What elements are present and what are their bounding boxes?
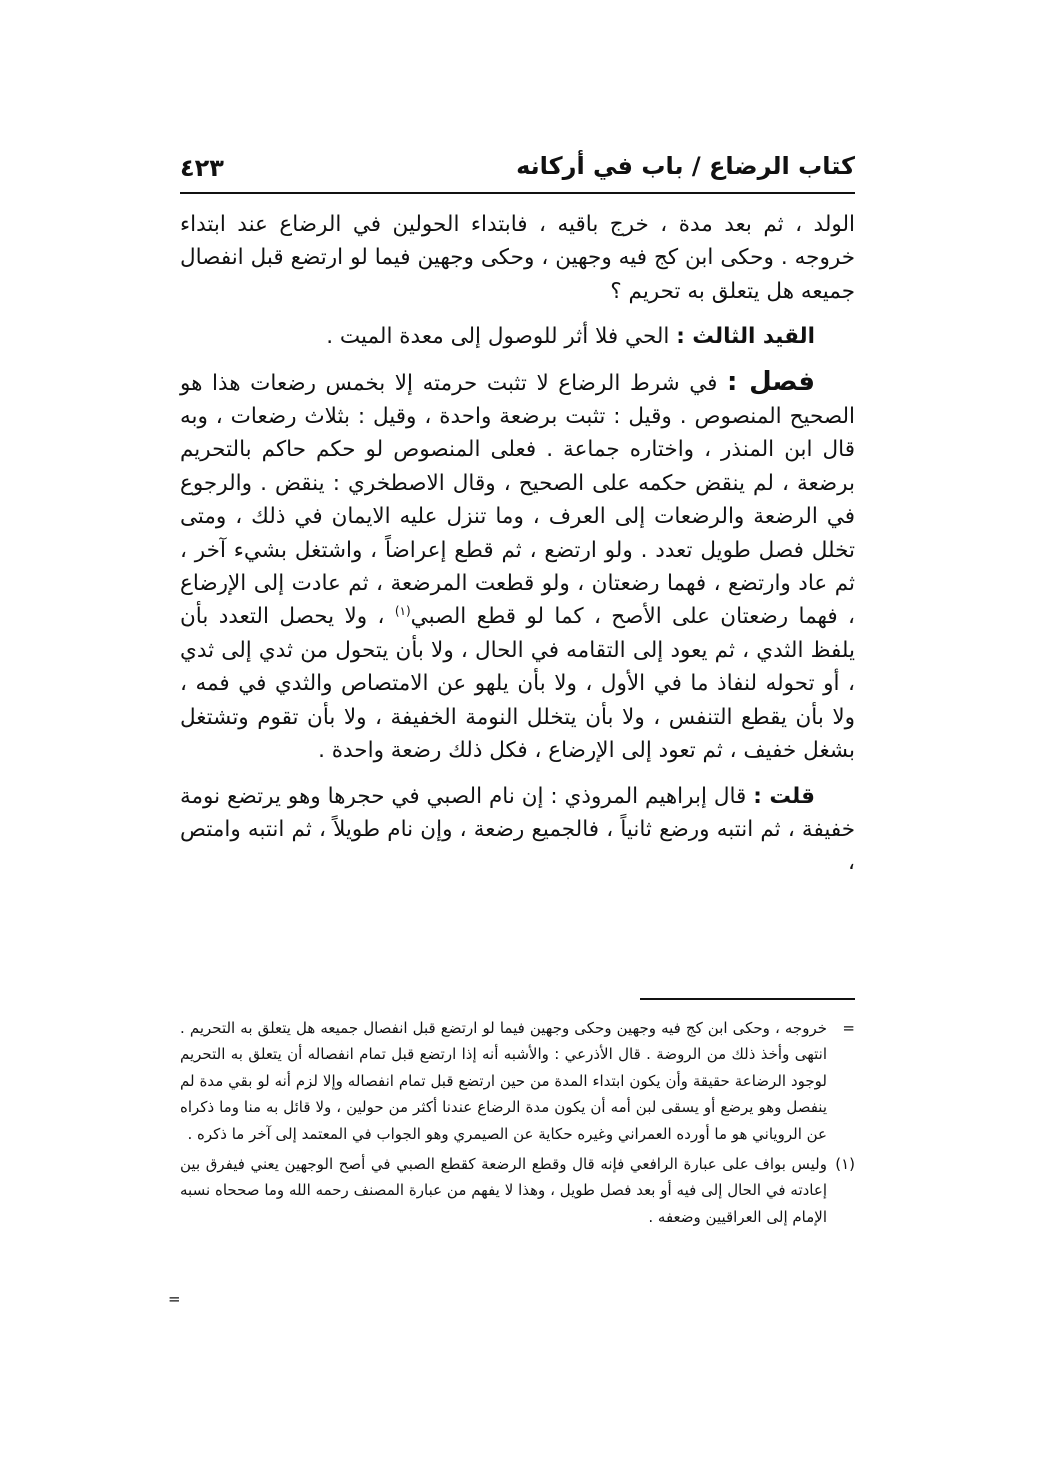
continuation-mark: = bbox=[168, 1290, 181, 1308]
main-text bbox=[180, 208, 855, 892]
page-number: ٤٢٣ bbox=[180, 154, 224, 182]
paragraph-1: الولد ، ثم بعد مدة ، خرج باقيه ، فابتداء الحولين في الرضاع عند ابتداء خروجه . وحكى ابن كج فيه وجهين ، وحكى وجهين فيما لو ارتضع قبل انفصال جميعه هل يتعلق به تحريم ؟ bbox=[180, 212, 855, 304]
running-header bbox=[180, 148, 855, 188]
paragraph-2-text: الحي فلا أثر للوصول إلى معدة الميت . bbox=[326, 324, 677, 350]
footnotes bbox=[180, 1015, 855, 1234]
footnote-text: وليس بواف على عبارة الرافعي فإنه قال وقطع الرضعة كقطع الصبي في أصح الوجهين يعني فيفرق بين إعادته في الحال إلى فيه أو بعد فصل طويل ، وهذا لا يفهم من عبارة المصنف رحمه الله وما صححاه نسبه الإمام إلى العراقيين وضعفه . bbox=[180, 1155, 827, 1226]
header-rule bbox=[180, 192, 855, 194]
paragraph-4-label: قلت : bbox=[753, 783, 815, 809]
paragraph-2 bbox=[180, 320, 855, 353]
paragraph-3-text-b: ، ولا يحصل التعدد بأن يلفظ الثدي ، ثم يعود إلى التقامه في الحال ، ولا بأن يتحول من ثدي إلى ثدي ، أو تحوله لنفاذ ما في الأول ، ولا بأن يلهو عن الامتصاص والثدي في فمه ، ولا بأن يقطع التنفس ، ولا بأن يتخلل النومة الخفيفة ، ولا بأن تقوم وتشتغل بشغل خفيف ، ثم تعود إلى الإرضاع ، فكل ذلك رضعة واحدة . bbox=[180, 604, 855, 764]
paragraph-3-text-a: في شرط الرضاع لا تثبت حرمته إلا بخمس رضعات هذا هو الصحيح المنصوص . وقيل : تثبت برضعة واحدة ، وقيل : بثلاث رضعات ، وبه قال ابن المنذر ، واختاره جماعة . فعلى المنصوص لو حكم حاكم بالتحريم برضعة ، لم ينقض حكمه على الصحيح ، وقال الاصطخري : ينقض . والرجوع في الرضعة والرضعات إلى العرف ، وما تنزل عليه الايمان في ذلك ، ومتى تخلل فصل طويل تعدد . ولو ارتضع ، ثم قطع إعراضاً ، واشتغل بشيء آخر ، ثم عاد وارتضع ، فهما رضعتان ، ولو قطعت المرضعة ، ثم عادت إلى الإرضاع ، فهما رضعتان على الأصح ، كما لو قطع الصبي bbox=[180, 370, 856, 630]
paragraph-4-text: قال إبراهيم المروذي : إن نام الصبي في حجرها وهو يرتضع نومة خفيفة ، ثم انتبه ورضع ثانياً ، فالجميع رضعة ، وإن نام طويلاً ، ثم انتبه وامتص ، bbox=[180, 783, 855, 876]
footnote-continued bbox=[180, 1015, 855, 1147]
paragraph-2-label: القيد الثالث : bbox=[676, 324, 815, 350]
paragraph-3-label: فصل : bbox=[726, 366, 815, 397]
footnote-mark: (١) bbox=[835, 1155, 855, 1174]
paragraph-4 bbox=[180, 780, 855, 880]
footnote-1 bbox=[180, 1151, 855, 1230]
running-title: كتاب الرضاع / باب في أركانه bbox=[516, 152, 855, 180]
footnote-text: خروجه ، وحكى ابن كج فيه وجهين وحكى وجهين فيما لو ارتضع قبل انفصال جميعه هل يتعلق به التحريم . انتهى وأخذ ذلك من الروضة . قال الأذرعي : والأشبه أنه إذا ارتضع قبل تمام انفصاله أن يتعلق به التحريم لوجود الرضاعة حقيقة وأن يكون ابتداء المدة من حين ارتضع قبل تمام انفصاله وإلا لزم أنه لو بقي مدة لم ينفصل وهو يرضع أو يسقى لبن أمه أن يكون مدة الرضاع عندنا أكثر من حولين ، ولا قائل به منا وما ذكراه عن الروياني هو ما أورده العمراني وغيره حكاية عن الصيمري وهو الجواب في المعتمد إلى آخر ما ذكره . bbox=[180, 1019, 827, 1143]
footnote-rule bbox=[640, 998, 855, 1000]
footnote-ref-1[interactable]: (١) bbox=[394, 604, 411, 619]
footnote-mark: = bbox=[842, 1019, 855, 1037]
paragraph-3 bbox=[180, 366, 855, 768]
